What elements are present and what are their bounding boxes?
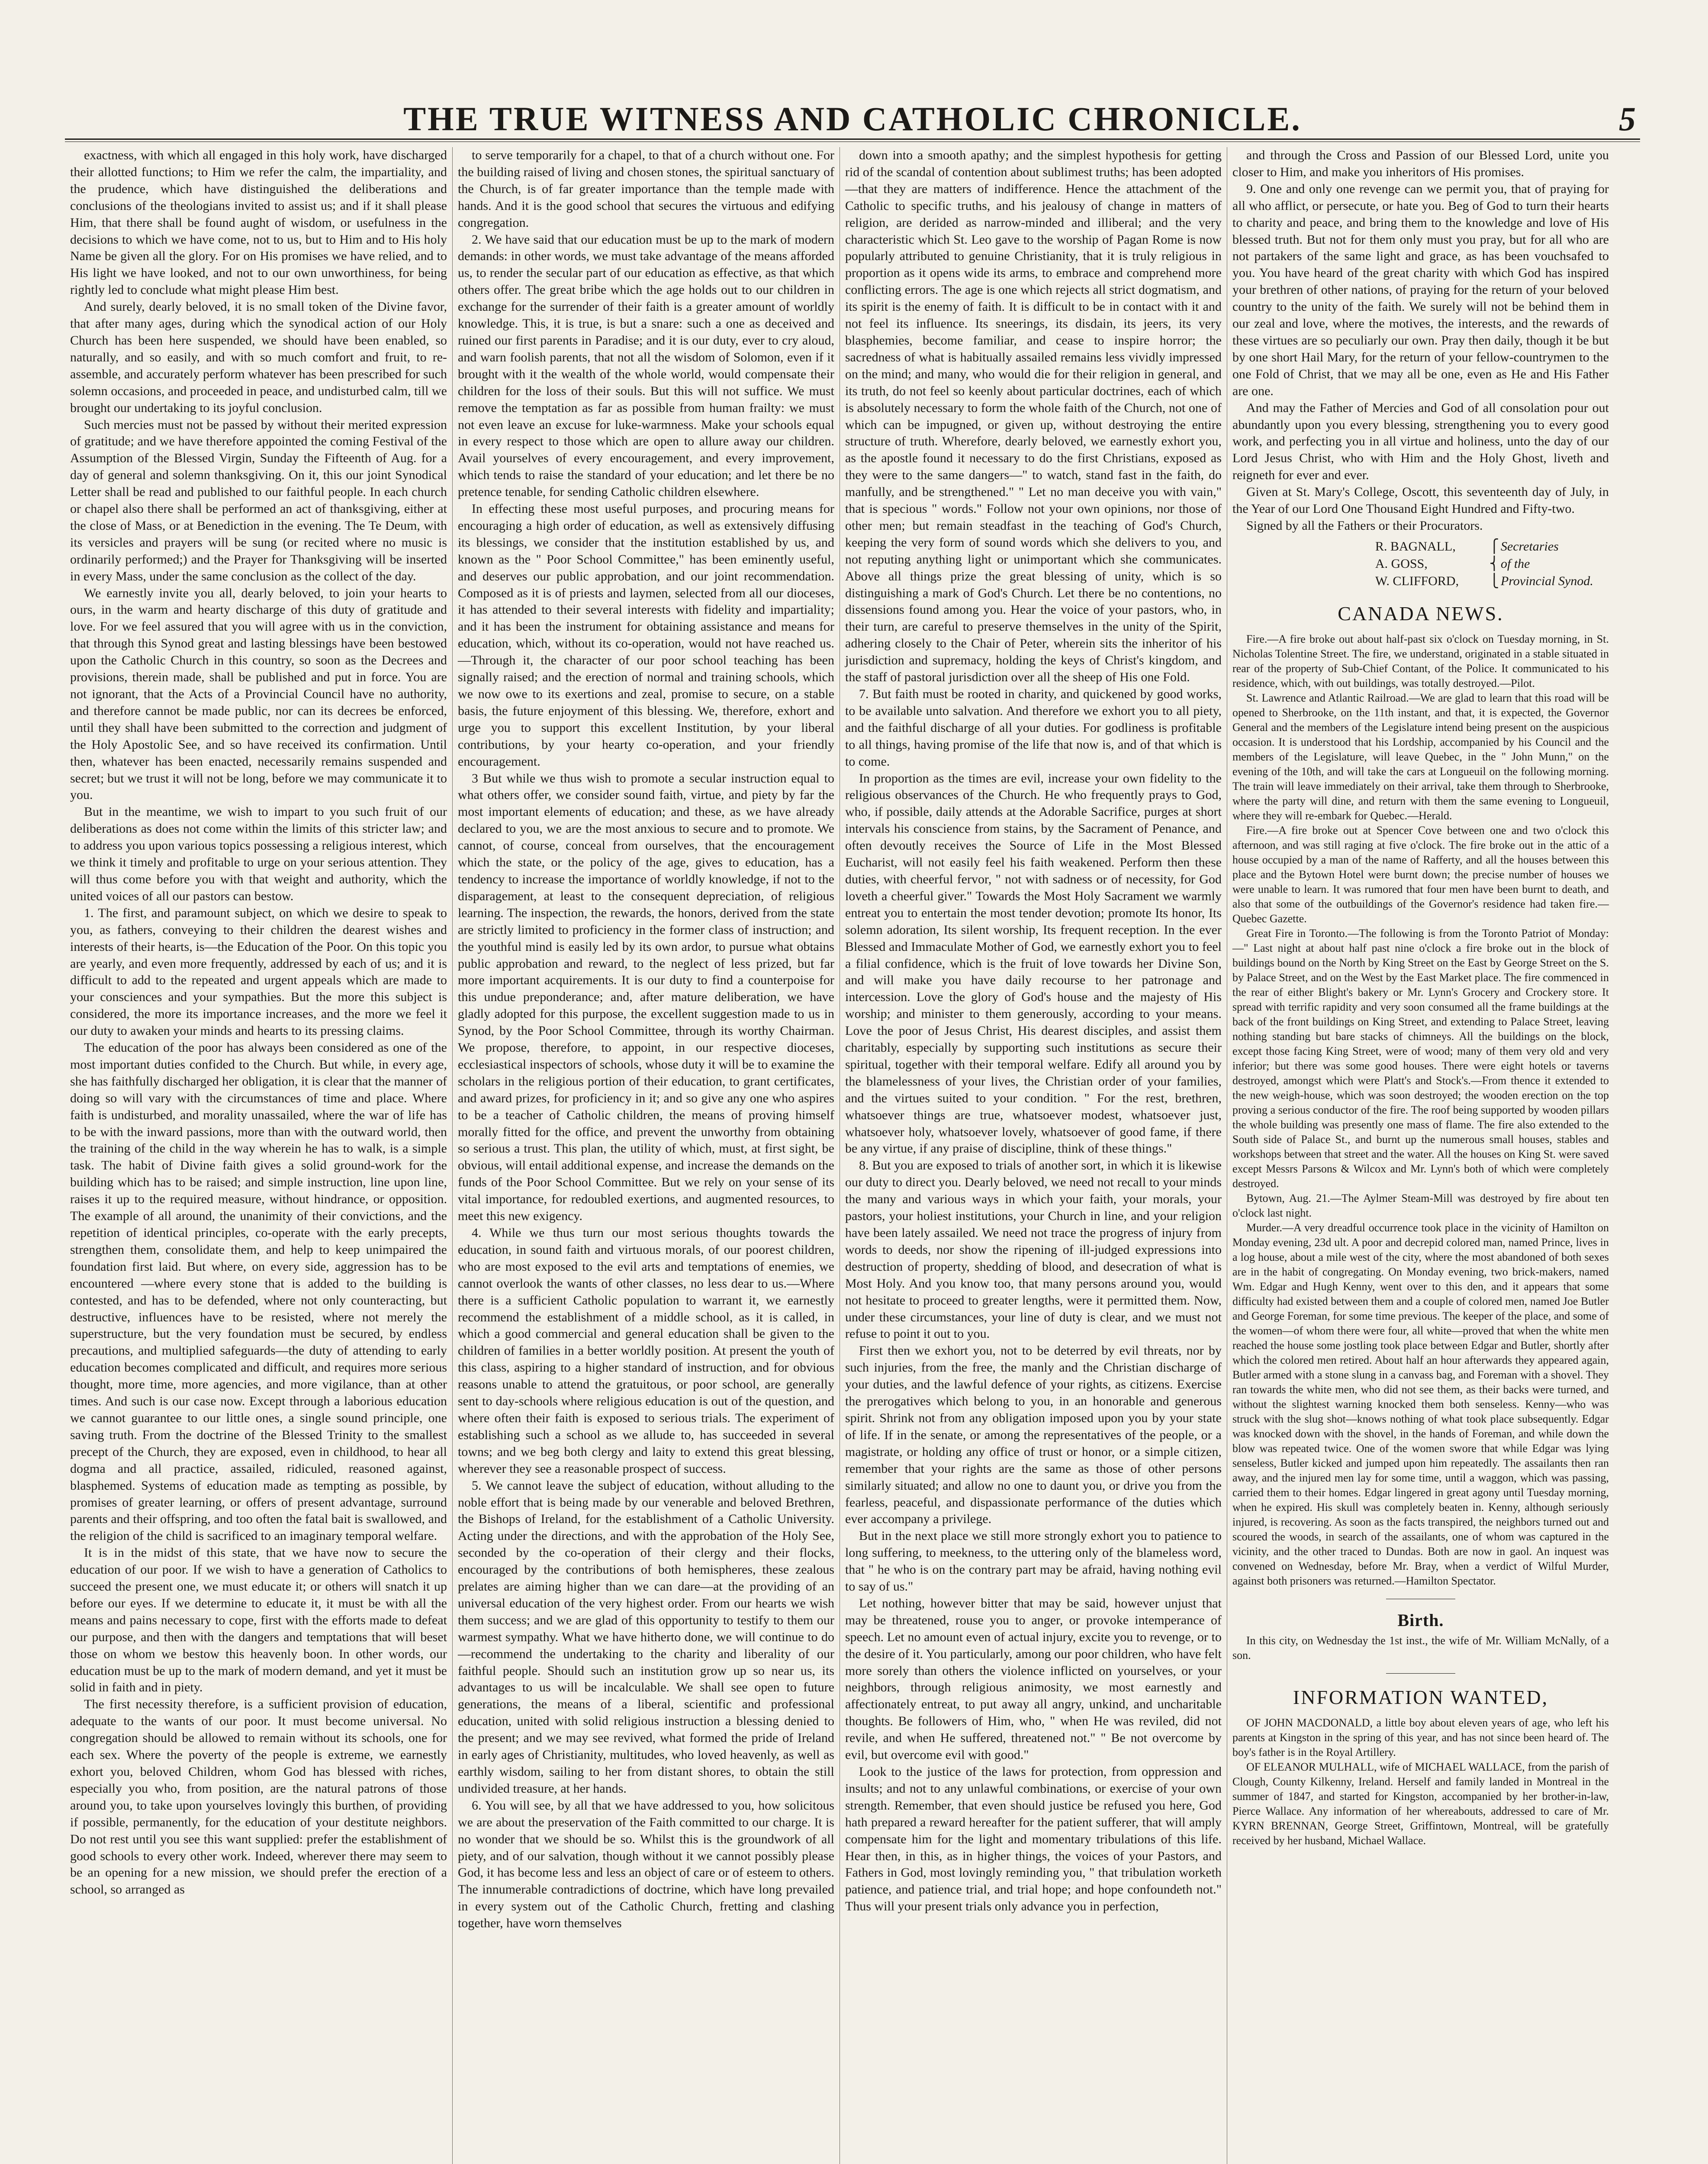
signature-row xyxy=(1232,555,1609,573)
paragraph: But in the next place we still more strongly exhort you to patience to long suffering, to meekness, to the uttering only of the blameless word, that " he who is on the contrary part may be afraid, having nothing evil to say of us." xyxy=(845,1529,1222,1594)
column-4 xyxy=(1227,147,1614,2164)
paragraph: and through the Cross and Passion of our Blessed Lord, unite you closer to Him, and make you inheritors of His promises. xyxy=(1232,148,1609,179)
paragraph: The first necessity therefore, is a sufficient provision of education, adequate to the wants of our poor. It must become universal. No congregation should be allowed to remain without its schools, one for each sex. Where the poverty of the people is extreme, we earnestly exhort you, beloved Children, whom God has blessed with riches, especially you who, from position, are the natural patrons of those around you, to take upon yourselves lovingly this burthen, of providing if possible, permanently, for the education of your destitute neighbors. Do not rest until you see this want supplied: prefer the establishment of good schools to every other work. Indeed, wherever there may seem to be an opening for a new mission, we should prefer the erection of a school, so arranged as xyxy=(70,1697,447,1897)
paragraph: exactness, with which all engaged in this holy work, have discharged their allotted functions; to Him we refer the calm, the impartiality, and the prudence, which have distinguished the deliberations and conclusions of the theologians invited to assist us; and if it shall please Him, that there shall be found aught of wisdom, or usefulness in the decisions to which we have come, not to us, but to Him and to His holy Name be given all the glory. For on His promises we have relied, and to His light we have looked, and not to our own unworthiness, for being rightly led to conclude what might please Him best. xyxy=(70,148,447,297)
signatory-role: Secretaries xyxy=(1501,539,1559,554)
divider xyxy=(1386,1673,1455,1674)
paragraph: down into a smooth apathy; and the simplest hypothesis for getting rid of the scandal of contention about sublimest truths; has been adopted—that they are matters of indifference. Hence the attachment of the Catholic to specific truths, and his jealousy of change in matters of religion, are derided as narrow-minded and illiberal; and the very characteristic which St. Leo gave to the worship of Pagan Rome is now popularly attributed to genuine Christianity, that it is truly religious in proportion as it opens wide its arms, to embrace and comprehend more conflicting errors. The age is one which rejects all strict dogmatism, and its spirit is the enemy of faith. It is difficult to be in contact with it and not feel its influence. Its sneerings, its disdain, its jeers, its very blasphemies, become familiar, and cease to inspire horror; the sacredness of what is habitually assailed remains less vividly impressed on the mind; and many, who would die for their religion in general, and its truth, do not feel so keenly about particular doctrines, each of which is absolutely necessary to form the whole faith of the Church, not one of which can be impugned, or given up, without destroying the entire structure of truth. Wherefore, dearly beloved, we earnestly exhort you, as the apostle found it necessary to do the first Christians, exposed as they were to the same dangers—" to watch, stand fast in the faith, do manfully, and be strengthened." " Let no man deceive you with vain," that is specious " words." Follow not your own opinions, nor those of other men; but remain steadfast in the teaching of God's Church, keeping the very form of sound words which she delivers to you, and not reputing anything light or unimportant which she communicates. Above all things prize the great blessing of unity, which is so distinguishing a mark of God's Church. Let there be no contentions, no dissensions found among you. Hear the voice of your pastors, who, in their turn, are careful to preserve themselves in the unity of the Spirit, adhering closely to the Chair of Peter, wherein sits the inheritor of his jurisdiction and supremacy, holding the keys of Christ's kingdom, and the staff of pastoral jurisdiction over all the sheep of His one Fold. xyxy=(845,148,1222,685)
paragraph: And surely, dearly beloved, it is no small token of the Divine favor, that after many ages, during which the synodical action of our Holy Church has been here suspended, we should have been enabled, so naturally, and so easily, and with so much comfort and fruit, to re-assemble, and accurately perform whatever has been prescribed for such solemn occasions, and proceeded in peace, and undisturbed calm, till we brought our undertaking to its joyful conclusion. xyxy=(70,299,447,415)
paragraph: First then we exhort you, not to be deterred by evil threats, nor by such injuries, from the free, the manly and the Christian discharge of your duties, and the lawful defence of your rights, as citizens. Exercise the prerogatives which belong to you, in an honorable and generous spirit. Shrink not from any obligation imposed upon you by your state of life. If in the senate, or among the representatives of the people, or a magistrate, or holding any office of trust or honor, or a simple citizen, remember that your rights are the same as those of other persons similarly situated; and allow no one to daunt you, or drive you from the fearless, peaceful, and dispassionate performance of the duties which ever accompany a privilege. xyxy=(845,1343,1222,1526)
paragraph: In effecting these most useful purposes, and procuring means for encouraging a high order of education, as well as extensively diffusing its blessings, we consider that the institution established by us, and known as the " Poor School Committee," has been eminently useful, and deserves our public approbation, and our joint recommendation. Composed as it is of priests and laymen, selected from all our dioceses, it has attended to their several interests with fidelity and impartiality; and it has been the instrument for obtaining assistance and means for education, which, without its co-operation, would not have reached us.—Through it, the character of our poor school teaching has been signally raised; and the erection of normal and training schools, which we now owe to its exertions and zeal, promise to secure, on a stable basis, the future enjoyment of this blessing. We, therefore, exhort and urge you to support this excellent Institution, by your liberal contributions, by your hearty co-operation, and your friendly encouragement. xyxy=(458,502,834,769)
paragraph: Signed by all the Fathers or their Procurators. xyxy=(1246,518,1483,533)
masthead xyxy=(65,87,1640,140)
paragraph: Great Fire in Toronto.—The following is from the Toronto Patriot of Monday:—" Last night at about half past nine o'clock a fire broke out in the block of buildings bound on the North by King Street on the East by George Street on the S. by Palace Street, and on the West by the East Market place. The fire commenced in the rear of either Blight's bakery or Mr. Lynn's Grocery and Crockery store. It spread with terrific rapidity and very soon consumed all the frame buildings at the back of the front buildings on King Street, and extending to Palace Street, leaving nothing standing but bare stacks of chimneys. All the buildings on the block, except those facing King Street, were of wood; many of them very old and very inferior; but there was some good houses. There were eight hotels or taverns destroyed, amongst which were Platt's and Stock's.—From thence it extended to the new weigh-house, which was soon destroyed; the wooden erection on the top proving a serious conductor of the fire. The roof being supported by wooden pillars the whole building was presently one mass of flame. The fire also extended to the South side of Palace St., and burnt up the numerous small houses, stables and workshops between that street and the water. All the houses on King St. were saved except Messrs Parsons & Wilcox and Mr. Lynn's both of which were completely destroyed. xyxy=(1232,927,1609,1190)
column-1 xyxy=(65,147,452,2164)
paragraph: 7. But faith must be rooted in charity, and quickened by good works, to be available unto salvation. And therefore we exhort you to all piety, and the faithful discharge of all your duties. For godliness is profitable to all things, having promise of the life that now is, and of that which is to come. xyxy=(845,687,1222,769)
paragraph: The education of the poor has always been considered as one of the most important duties confided to the Church. But while, in every age, she has faithfully discharged her obligation, it is clear that the manner of doing so will vary with the circumstances of time and place. Where faith is undisturbed, and morality unassailed, where the war of life has to be with the inward passions, more than with the outward world, then the training of the child in the way wherein he has to walk, is a simple task. The habit of Divine faith gives a solid ground-work for the building which has to be raised; and simple instruction, line upon line, raises it up to the required measure, without hindrance, or opposition. The example of all around, the unanimity of their convictions, and the repetition of identical principles, co-operate with the early precepts, strengthen them, consolidate them, and help to keep unimpaired the foundation first laid. But where, on every side, aggression has to be encountered —where every stone that is added to the building is contested, and has to be defended, where not only counteracting, but destructive, influences have to be resisted, where not merely the superstructure, but the very foundation must be secured, by endless precautions, and multiplied safeguards—the duty of attending to early education becomes complicated and difficult, and requires more serious thought, more time, more agencies, and more vigilance, than at other times. And such is our case now. Except through a laborious education we cannot guarantee to our little ones, a single sound principle, one saving truth. From the doctrine of the Blessed Trinity to the smallest precept of the Church, they are exposed, even in childhood, to hear all dogma and all practice, assailed, ridiculed, reasoned against, blasphemed. Systems of education made as tempting as possible, by promises of greater learning, or offers of present advantage, surround parents and their offspring, and too often the fatal bait is swallowed, and the religion of the child is sacrificed to an imaginary temporal welfare. xyxy=(70,1040,447,1543)
paragraph: Look to the justice of the laws for protection, from oppression and insults; and not to any unlawful combinations, or exercise of your own strength. Remember, that even should justice be refused you here, God hath prepared a reward hereafter for the patient sufferer, that will amply compensate him for the light and momentary tribulations of this life. Hear then, in this, as in higher things, the voices of your Pastors, and Fathers in God, most lovingly reminding you, " that tribulation worketh patience, and patience trial, and trial hope; and hope confoundeth not." Thus will your present trials only advance you in perfection, xyxy=(845,1765,1222,1914)
paragraph: 6. You will see, by all that we have addressed to you, how solicitous we are about the preservation of the Faith committed to our charge. It is no wonder that we should be so. Whilst this is the groundwork of all piety, and of our salvation, though without it we cannot possibly please God, it has become less and less an object of care or of esteem to others. The innumerable contradictions of doctrine, which have long prevailed in every system out of the Catholic Church, fretting and clashing together, have worn themselves xyxy=(458,1798,834,1931)
paragraph: St. Lawrence and Atlantic Railroad.—We are glad to learn that this road will be opened to Sherbrooke, on the 11th instant, and that, it is expected, the Governor General and the members of the Legislature intend being present on the auspicious occasion. It is understood that his Lordship, accompanied by his Council and the members of the Legislature, will leave Quebec, in the " John Munn," on the evening of the 10th, and will take the cars at Longueuil on the following morning. The train will leave immediately on their arrival, take them through to Sherbrooke, where the party will dine, and return with them the same evening to Longueuil, where they will re-embark for Quebec.—Herald. xyxy=(1232,691,1609,822)
signatory-role: Provincial Synod. xyxy=(1501,573,1593,588)
paragraph: 3 But while we thus wish to promote a secular instruction equal to what others offer, we consider sound faith, virtue, and piety by far the most important elements of education; and these, as we have already declared to you, we are the most anxious to secure and to promote. We cannot, of course, conceal from ourselves, that the encouragement which the state, or the policy of the age, gives to education, has a tendency to increase the importance of worldly knowledge, if not to the disparagement, at least to the consequent depreciation, of religious learning. The inspection, the rewards, the honors, derived from the state are strictly limited to proficiency in the former class of instruction; and the youthful mind is easily led by its own ardor, to pursue what obtains public approbation and reward, to the neglect of less prized, but far more important acquirements. It is our duty to find a counterpoise for this undue preponderance; and, after mature deliberation, we have gladly adopted for this purpose, the excellent suggestion made to us in Synod, by the Poor School Committee, through its worthy Chairman. We propose, therefore, to appoint, in our respective dioceses, ecclesiastical inspectors of schools, whose duty it will be to examine the scholars in the religious portion of their education, to grant certificates, and award prizes, for proficiency in it; and so give any one who aspires to be a teacher of Catholic children, the means of proving himself morally fitted for the office, and prevent the unworthy from obtaining so serious a trust. This plan, the utility of which, must, at first sight, be obvious, will entail additional expense, and increase the demands on the funds of the Poor School Committee. But we rely on your sense of its vital importance, for redoubled exertions, and augmented resources, to meet this new exigency. xyxy=(458,771,834,1224)
paragraph: Fire.—A fire broke out about half-past six o'clock on Tuesday morning, in St. Nicholas Tolentine Street. The fire, we understand, originated in a stable situated in rear of the property of Sub-Chief Contant, of the Police. It communicated to his residence, which, with out buildings, was totally destroyed.—Pilot. xyxy=(1232,632,1609,689)
paragraph: Fire.—A fire broke out at Spencer Cove between one and two o'clock this afternoon, and was still raging at five o'clock. The fire broke out in the attic of a house occupied by a man of the name of Rafferty, and all the houses between this place and the Bytown Hotel were burnt down; the precise number of houses we were unable to learn. It was rumored that four men have been burnt to death, and also that some of the outbuildings of the Governor's residence had taken fire.—Quebec Gazette. xyxy=(1232,824,1609,925)
newspaper-page xyxy=(65,87,1640,2164)
paragraph: 9. One and only one revenge can we permit you, that of praying for all who afflict, or persecute, or hate you. Beg of God to turn their hearts to charity and peace, and bring them to the knowledge and love of His blessed truth. But not for them only must you pray, but for all who are not partakers of the same light and grace, as has been vouchsafed to you. You have heard of the great charity with which God has inspired your brethren of other nations, of praying for the return of your beloved country to the unity of the faith. We surely will not be behind them in our zeal and love, where the motives, the interests, and the rewards of these virtues are so peculiarly our own. Pray then daily, though it be but by one short Hail Mary, for the return of your fellow-countrymen to the one Fold of Christ, that we may all be one, even as He and His Father are one. xyxy=(1232,181,1609,398)
column-3 xyxy=(840,147,1227,2164)
signatures xyxy=(1232,538,1609,590)
paragraph: 4. While we thus turn our most serious thoughts towards the education, in sound faith and virtuous morals, of our poorest children, who are most exposed to the evil arts and temptations of enemies, we cannot overlook the wants of other classes, no less dear to us.—Where there is a sufficient Catholic population to warrant it, we earnestly recommend the establishment of a middle school, as it is called, in which a good commercial and general education shall be given to the children of families in a better worldly position. At present the youth of this class, aspiring to a higher standard of instruction, and for obvious reasons unable to attend the gratuitous, or poor school, are generally sent to day-schools where religious education is out of the question, and where often their faith is exposed to serious trials. The experiment of establishing such a school as we allude to, has succeeded in several towns; and we beg both clergy and laity to extend this great blessing, wherever they see a reasonable prospect of success. xyxy=(458,1226,834,1476)
columns xyxy=(65,147,1640,2164)
signature-row xyxy=(1232,573,1609,590)
paragraph: And may the Father of Mercies and God of all consolation pour out abundantly upon you every blessing, strengthening you to every good work, and perfecting you in all virtue and holiness, unto the day of our Lord Jesus Christ, who with Him and the Holy Ghost, liveth and reigneth for ever and ever. xyxy=(1232,400,1609,483)
signatory-name: A. GOSS, xyxy=(1375,556,1428,571)
paragraph: 8. But you are exposed to trials of another sort, in which it is likewise our duty to direct you. Dearly beloved, we need not recall to your minds the many and various ways in which your faith, your morals, your pastors, your holiest institutions, your Church in line, and your religion have been lately assailed. We need not trace the progress of injury from words to deeds, nor show the ripening of ill-judged expressions into destruction of property, shedding of blood, and desecration of what is Most Holy. And you know too, that many persons around you, would not hesitate to proceed to greater lengths, were it permitted them. Now, under these circumstances, your line of duty is clear, and we must not refuse to point it out to you. xyxy=(845,1158,1222,1341)
paragraph: OF ELEANOR MULHALL, wife of MICHAEL WALLACE, from the parish of Clough, County Kilkenny, Ireland. Herself and family landed in Montreal in the summer of 1847, and started for Kingston, accompanied by her brother-in-law, Pierce Wallace. Any information of her whereabouts, addressed to care of Mr. KYRN BRENNAN, George Street, Griffintown, Montreal, will be gratefully received by her husband, Michael Wallace. xyxy=(1232,1760,1609,1847)
paragraph: Given at St. Mary's College, Oscott, this seventeenth day of July, in the Year of our Lord One Thousand Eight Hundred and Fifty-two. xyxy=(1232,485,1609,516)
paragraph: 1. The first, and paramount subject, on which we desire to speak to you, as fathers, conveying to their children the dearest wishes and interests of their hearts, is—the Education of the Poor. On this topic you are yearly, and even more frequently, addressed by each of us; and it is difficult to add to the repeated and urgent appeals which are made to your consciences and your sympathies. But the more this subject is considered, the more its importance increases, and the more we feel it our duty to awaken your minds and hearts to its pressing claims. xyxy=(70,905,447,1038)
paragraph: 5. We cannot leave the subject of education, without alluding to the noble effort that is being made by our venerable and beloved Brethren, the Bishops of Ireland, for the establishment of a Catholic University. Acting under the directions, and with the approbation of the Holy See, seconded by the co-operation of their clergy and their flocks, encouraged by the contributions of both hemispheres, these zealous prelates are aiming higher than we can dare—at the providing of an universal education of the very highest order. From our hearts we wish them success; and we are glad of this opportunity to testify to them our warmest sympathy. What we have hitherto done, we will continue to do—recommend the undertaking to the charity and liberality of our faithful people. Should such an institution grow up so near us, its advantages to us will be incalculable. We shall see open to future generations, the means of a liberal, scientific and professional education, united with solid religious instruction a blessing denied to the present; and we may see revived, what formed the pride of Ireland in early ages of Christianity, multitudes, who loved heavenly, as well as earthly wisdom, sailing to her from distant shores, to obtain the still undivided treasure, at her hands. xyxy=(458,1478,834,1796)
paragraph: OF JOHN MACDONALD, a little boy about eleven years of age, who left his parents at Kingston in the spring of this year, and has not since been heard of. The boy's father is in the Royal Artillery. xyxy=(1232,1716,1609,1758)
paragraph: We earnestly invite you all, dearly beloved, to join your hearts to ours, in the warm and hearty discharge of this duty of gratitude and love. For we feel assured that you will agree with us in the conviction, that through this Synod great and lasting blessings have been bestowed upon the Catholic Church in this country, so soon as the Decrees and provisions, therein made, shall be published and put in force. You are not ignorant, that the Acts of a Provincial Council have no authority, and therefore cannot be made public, nor can its decrees be enforced, until they shall have been submitted to the correction and judgment of the Holy Apostolic See, and so have received its confirmation. Until then, whatever has been enacted, necessarily remains suspended and secret; but we trust it will not be long, before we may communicate it to you. xyxy=(70,586,447,802)
paragraph: It is in the midst of this state, that we have now to secure the education of our poor. If we wish to have a generation of Catholics to succeed the present one, we must educate it; or others will snatch it up before our eyes. If we determine to educate it, it must be with all the means and pains necessary to cope, first with the efforts made to defeat our purpose, and then with the dangers and temptations that will beset those on whom we bestow this heavenly boon. In other words, our education must be up to the mark of modern demand, and yet it must be solid in faith and in piety. xyxy=(70,1546,447,1695)
paragraph: In proportion as the times are evil, increase your own fidelity to the religious observances of the Church. He who frequently prays to God, who, if possible, daily attends at the Adorable Sacrifice, purges at short intervals his conscience from stains, by the Sacrament of Penance, and often devoutly receives the Source of Life in the Most Blessed Eucharist, will not easily feel his faith weakened. Perform then these duties, with cheerful fervor, " not with sadness or of necessity, for God loveth a cheerful giver." Towards the Most Holy Sacrament we warmly entreat you to entertain the most tender devotion; promote Its honor, Its solemn adoration, Its silent worship, Its frequent reception. In the ever Blessed and Immaculate Mother of God, we earnestly exhort you to feel a filial confidence, which is the fruit of love towards her Divine Son, and will make you have daily recourse to her patronage and intercession. Love the glory of God's house and the majesty of His worship; and minister to them generously, according to your means. Love the poor of Jesus Christ, His dearest disciples, and assist them charitably, especially by supporting such institutions as secure their spiritual, together with their temporal welfare. Edify all around you by the blamelessness of your lives, the Christian order of your families, and the virtues suited to your condition. " For the rest, brethren, whatsoever things are true, whatsoever modest, whatsoever just, whatsoever holy, whatsoever lovely, whatsoever of good fame, if there be any virtue, if any praise of discipline, think of these things." xyxy=(845,771,1222,1156)
information-wanted-heading: INFORMATION WANTED, xyxy=(1293,1686,1549,1708)
paragraph: Such mercies must not be passed by without their merited expression of gratitude; and we have therefore appointed the coming Festival of the Assumption of the Blessed Virgin, Sunday the Fifteenth of Aug. for a day of general and solemn thanksgiving. On it, this our joint Synodical Letter shall be read and published to our faithful people. In each church or chapel also there shall be performed an act of thanksgiving, either at the close of Mass, or at Benediction in the evening. The Te Deum, with its versicles and prayers will be sung (or recited where no music is ordinarily performed;) and the Prayer for Thanksgiving will be inserted in every Mass, under the same conclusion as the collect of the day. xyxy=(70,417,447,583)
page-number: 5 xyxy=(1619,100,1636,138)
brace: ⎩ xyxy=(1489,573,1499,588)
information-wanted xyxy=(1232,1716,1609,1848)
paragraph: But in the meantime, we wish to impart to you such fruit of our deliberations as does not come within the limits of this stricter law; and to address you upon various topics possessing a religious interest, which we think it timely and profitable to urge on your serious attention. They will thus come before you with that weight and authority, which the united voices of all our pastors can bestow. xyxy=(70,805,447,903)
signatory-role: of the xyxy=(1501,556,1530,571)
paragraph: to serve temporarily for a chapel, to that of a church without one. For the building raised of living and chosen stones, the spiritual sanctuary of the Church, is of far greater importance than the temple made with hands. And it is the good school that secures the virtuous and edifying congregation. xyxy=(458,148,834,230)
paragraph: 2. We have said that our education must be up to the mark of modern demands: in other words, we must take advantage of the means afforded us, to render the secular part of our education as effective, as that which others offer. The great bribe which the age holds out to our children in exchange for the surrender of their faith is a greater amount of worldly knowledge. This, it is true, is but a snare: such a one as deceived and ruined our first parents in Paradise; and it is our duty, ever to cry aloud, and warn foolish parents, that not all the wisdom of Solomon, even if it brought with it the wealth of the whole world, would compensate their children for the loss of their souls. But this will not suffice. We must remove the temptation as far as possible from human frailty: we must not even leave an excuse for luke-warmness. Make your schools equal in every respect to those which are open to allure away our children. Avail yourselves of every encouragement, and every improvement, which tends to raise the standard of your education; and let there be no pretence tenable, for sending Catholic children elsewhere. xyxy=(458,232,834,499)
paragraph: Bytown, Aug. 21.—The Aylmer Steam-Mill was destroyed by fire about ten o'clock last night. xyxy=(1232,1191,1609,1219)
birth-heading: Birth. xyxy=(1397,1610,1444,1630)
paragraph: Let nothing, however bitter that may be said, however unjust that may be threatened, rouse you to anger, or provoke intemperance of speech. Let no amount even of actual injury, excite you to revenge, or to the desire of it. You particularly, among our poor children, who have felt more sorely than others the violence inflicted on yourselves, or your neighbors, through religious animosity, we most earnestly and affectionately entreat, to put away all angry, unkind, and uncharitable thoughts. Be followers of Him, who, " when He was reviled, did not revile, and when He suffered, threatened not." " Be not overcome by evil, but overcome evil with good." xyxy=(845,1596,1222,1762)
newspaper-title: THE TRUE WITNESS AND CATHOLIC CHRONICLE. xyxy=(403,100,1302,138)
signature-row xyxy=(1232,538,1609,555)
birth-notice: In this city, on Wednesday the 1st inst., the wife of Mr. William McNally, of a son. xyxy=(1232,1634,1609,1662)
canada-news-heading: CANADA NEWS. xyxy=(1338,602,1504,625)
pastoral-conclusion xyxy=(1232,147,1609,535)
brace: ⎨ xyxy=(1489,556,1499,571)
signatory-name: W. CLIFFORD, xyxy=(1375,573,1459,588)
column-2 xyxy=(452,147,840,2164)
paragraph: Murder.—A very dreadful occurrence took place in the vicinity of Hamilton on Monday evening, 23d ult. A poor and decrepid colored man, named Prince, lives in a log house, about a mile west of the city, where the most abandoned of both sexes are in the habit of congregating. On Monday evening, two brick-makers, named Wm. Edgar and Hugh Kenny, went over to this den, and it appears that some difficulty had existed between them and a couple of colored men, named Joe Butler and George Foreman, for some time previous. The keeper of the place, and some of the women—of whom there were four, all white—proved that when the white men reached the house some jostling took place between Edgar and Butler, shortly after which the colored men retired. About half an hour afterwards they appeared again, Butler armed with a stone slung in a canvass bag, and Foreman with a shovel. They ran towards the white men, who did not see them, as their backs were turned, and without the slightest warning knocked them both senseless. Kenny—who was struck with the slug shot—knows nothing of what took place subsequently. Edgar was knocked down with the shovel, in the hands of Foreman, and while down the blow was repeated twice. One of the women swore that while Edgar was lying senseless, Butler kicked and jumped upon him repeatedly. The assailants then ran away, and the injured men lay for some time, until a waggon, which was passing, carried them to their homes. Edgar lingered in great agony until Tuesday morning, when he expired. His skull was completely beaten in. Kenny, although seriously injured, is recovering. As soon as the facts transpired, the neighbors turned out and scoured the woods, in search of the assailants, one of whom was captured in the vicinity, and the other traced to Dundas. Both are now in gaol. An inquest was convened on Wednesday, before Mr. Bray, when a verdict of Wilful Murder, against both prisoners was returned.—Hamilton Spectator. xyxy=(1232,1221,1609,1587)
brace: ⎧ xyxy=(1489,539,1499,554)
canada-news xyxy=(1232,632,1609,1588)
signatory-name: R. BAGNALL, xyxy=(1375,539,1456,554)
